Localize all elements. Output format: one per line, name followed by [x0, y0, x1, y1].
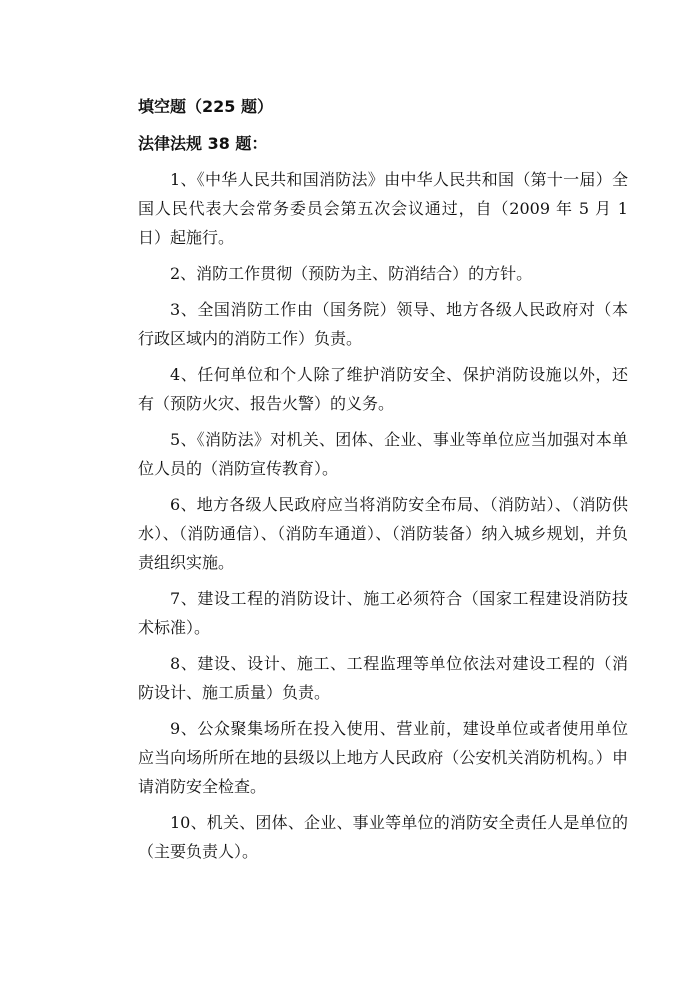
question-item: 2、消防工作贯彻（预防为主、防消结合）的方针。	[170, 264, 533, 283]
section-heading: 法律法规 38 题：	[138, 134, 268, 153]
question-item: 4、任何单位和个人除了维护消防安全、保护消防设施以外，还有（预防火灾、报告火警）的义务。	[138, 365, 628, 413]
document-title: 填空题（225 题）	[138, 97, 273, 116]
document-content	[138, 92, 628, 866]
question-item: 7、建设工程的消防设计、施工必须符合（国家工程建设消防技术标准）。	[138, 589, 628, 637]
question-item: 6、地方各级人民政府应当将消防安全布局、（消防站）、（消防供水）、（消防通信）、（消防车通道）、（消防装备）纳入城乡规划，并负责组织实施。	[138, 495, 628, 572]
question-item: 8、建设、设计、施工、工程监理等单位依法对建设工程的（消防设计、施工质量）负责。	[138, 654, 628, 702]
question-item: 10、机关、团体、企业、事业等单位的消防安全责任人是单位的（主要负责人）。	[138, 813, 628, 861]
question-item: 3、全国消防工作由（国务院）领导、地方各级人民政府对（本行政区域内的消防工作）负责。	[138, 300, 628, 348]
question-item: 1、《中华人民共和国消防法》由中华人民共和国（第十一届）全国人民代表大会常务委员会第五次会议通过，自（2009 年 5 月 1 日）起施行。	[138, 170, 628, 247]
question-item: 5、《消防法》对机关、团体、企业、事业等单位应当加强对本单位人员的（消防宣传教育）。	[138, 430, 628, 478]
question-item: 9、公众聚集场所在投入使用、营业前，建设单位或者使用单位应当向场所所在地的县级以上地方人民政府（公安机关消防机构。）申请消防安全检查。	[138, 719, 628, 796]
